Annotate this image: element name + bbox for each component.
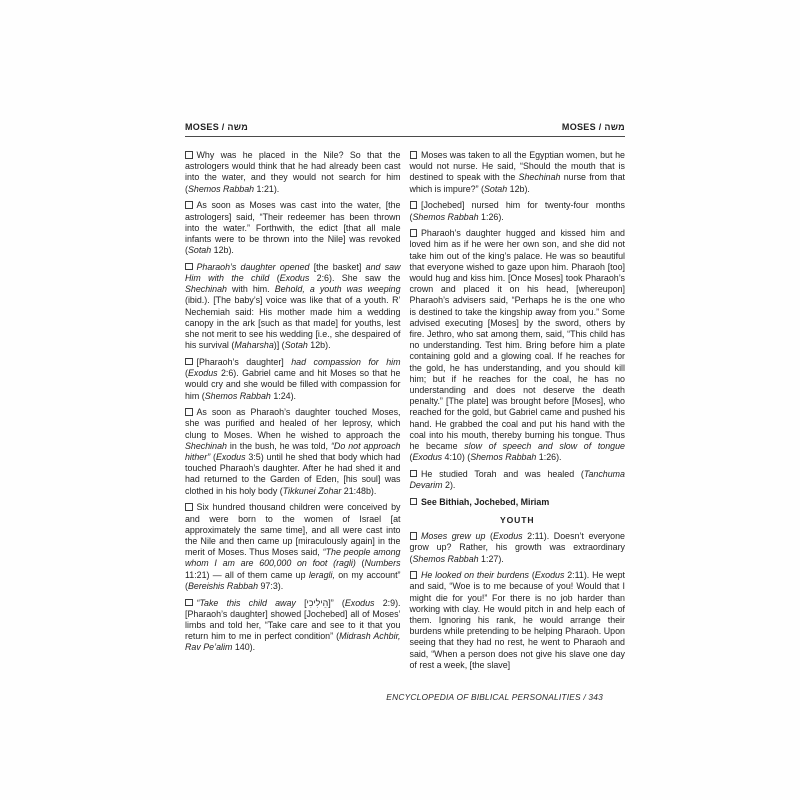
text-segment: in the bush, he was told, <box>226 440 331 451</box>
text-segment: 2:9). [Pharaoh’s daughter] showed [Jochebed] all of Moses’ limbs and told her, “Take care and see to it that you return him to me in perfect condition” ( <box>185 597 401 642</box>
page-content <box>185 122 625 677</box>
text-segment: Exodus <box>187 368 218 379</box>
checkbox-icon <box>410 201 418 209</box>
text-segment: (ibid.). [The baby’s] voice was like that of a youth. R’ Nechemiah said: His mother made him a wedding canopy in the ark [such as that made] for youths, lest she not merit to see his wedding [i.e., she despaired of his survival ( <box>185 295 401 351</box>
text-segment: Shemos Rabbah <box>204 390 271 401</box>
checkbox-icon <box>185 358 193 366</box>
text-segment: Exodus <box>279 273 310 284</box>
text-segment: 12b). <box>211 245 234 256</box>
text-segment: Shemos Rabbah <box>412 553 479 564</box>
text-segment: ( <box>485 531 493 542</box>
paragraph <box>185 262 401 352</box>
text-segment: Six hundred thousand children were conceived by and were born to the women of Israel [at approximately the same time], and all were cast into the Nile and then came up [miraculously again] in the merit of Moses. Thus Moses said, <box>185 502 401 558</box>
text-segment: 3:5) until he shed that body which had touched Pharaoh’s daughter. After he had shed it and had returned to the Garden of Eden, [his soul] was clothed in his holy body ( <box>185 452 401 496</box>
text-segment: Pharaoh’s daughter hugged and kissed him and loved him as if he were her own son, and she did not take him out of the king’s palace. He was so beautiful that everyone wished to gaze upon him. Pharaoh [too] would hug and kiss him. [Once Moses] took Pharaoh’s crown and placed it on his head, [whereupon] Pharaoh’s advisers said, “Perhaps he is the one who is destined to take the kingship away from you.” Some advised executing [Moses] by the sword, others by fire. Jethro, who sat among them, said, “This child has no understanding. Test him. Bring before him a plate containing gold and a glowing coal. If he reaches for the gold, he has understanding, and you should kill him; but if he reaches for the coal, he has no understanding and does not deserve the death penalty.” [The plate] was brought before [Moses], who reached for the gold, but Gabriel came and pushed his hand. He grabbed the coal and put his hand with the coal into his mouth, thereby burning his tongue. Thus he became <box>409 228 625 452</box>
paragraph <box>410 228 626 463</box>
checkbox-icon <box>185 503 193 511</box>
text-segment: 140). <box>232 642 256 653</box>
text-segment: Sotah <box>483 183 508 194</box>
text-segment: 1:26). <box>478 211 504 222</box>
text-segment: Sotah <box>187 245 212 256</box>
text-segment: 1:24). <box>270 390 297 401</box>
text-segment: Exodus <box>215 452 246 463</box>
checkbox-icon <box>410 498 418 506</box>
paragraph <box>185 407 401 497</box>
checkbox-icon <box>410 532 418 540</box>
paragraph <box>410 200 626 222</box>
text-segment: Exodus <box>534 570 565 581</box>
two-column-text <box>185 150 625 677</box>
paragraph <box>185 502 401 592</box>
text-segment: 1:21). <box>254 183 280 194</box>
text-segment: Why was he placed in the Nile? So that the astrologers would think that he had already been cast into the water, and they would not search for him ( <box>185 150 401 194</box>
paragraph <box>410 150 626 195</box>
text-segment: )] ( <box>273 340 285 351</box>
text-segment: As soon as Pharaoh’s daughter touched Moses, she was purified and healed of her leprosy, which clung to Moses. When he wished to approach the <box>185 407 401 440</box>
text-segment: Sotah <box>284 340 308 351</box>
text-segment: Moses grew up <box>421 531 486 542</box>
paragraph <box>185 200 401 256</box>
text-segment: leragli, <box>308 569 335 580</box>
text-segment: Shechinah <box>185 440 227 451</box>
checkbox-icon <box>185 263 193 271</box>
running-header-left: MOSES / משה <box>185 122 249 132</box>
column-right <box>410 150 626 677</box>
text-segment: 11:21) — all of them came up <box>185 569 309 580</box>
text-segment: 2). <box>442 480 456 491</box>
text-segment: Shechinah <box>518 172 561 183</box>
text-segment: ( <box>409 452 413 463</box>
checkbox-icon <box>185 201 193 209</box>
text-segment: Maharsha <box>234 340 274 351</box>
running-header-right: MOSES / משה <box>561 122 625 132</box>
text-segment: “The people among whom I am are 600,000 on foot (ragli) <box>185 547 401 569</box>
text-segment: 1:27). <box>478 553 504 564</box>
text-segment: [the basket] <box>309 261 366 272</box>
paragraph <box>410 497 626 508</box>
text-segment: Exodus <box>344 597 375 608</box>
text-segment: Bereishis Rabbah <box>187 580 259 591</box>
text-segment: 2:11). Doesn’t everyone grow up? Rather, his growth was extraordinary ( <box>409 531 625 564</box>
running-header <box>185 122 625 137</box>
text-segment: Exodus <box>412 452 443 463</box>
text-segment: [Jochebed] nursed him for twenty-four months ( <box>409 200 625 222</box>
text-segment: “Take this child away <box>196 597 296 608</box>
text-segment: ( <box>269 273 280 284</box>
text-segment: and saw Him with the child <box>185 261 401 284</box>
text-segment: Pharaoh’s daughter opened <box>196 261 310 272</box>
text-segment: See Bithiah, Jochebed, Miriam <box>421 496 550 507</box>
text-segment: He looked on their burdens <box>421 570 529 581</box>
text-segment: ( <box>210 452 216 463</box>
text-segment: slow of speech and slow of tongue <box>464 441 625 452</box>
text-segment: 2:6). Gabriel came and hit Moses so that he would cry and she would be filled with compassion for him ( <box>185 368 401 401</box>
paragraph <box>185 598 401 654</box>
text-segment: 12b). <box>307 340 331 351</box>
text-segment: As soon as Moses was cast into the water, [the astrologers] said, “Their redeemer has been thrown into the water.” Forthwith, the edict [that all male infants were to be thrown into the Nile] was revoked ( <box>185 200 401 256</box>
text-segment: 97:3). <box>258 580 284 591</box>
text-segment: with him. <box>226 284 275 295</box>
text-segment: “Do not approach hither” <box>185 440 401 463</box>
text-segment: [הֵילִיכִי]” ( <box>295 597 345 608</box>
text-segment: Shechinah <box>185 284 227 295</box>
text-segment: on my account” ( <box>185 569 401 591</box>
checkbox-icon <box>185 599 193 607</box>
checkbox-icon <box>410 571 418 579</box>
text-segment: 2:11). He wept and said, “Woe is to me because of you! Would that I might die for you!” For there is no job harder than working with clay. He would pitch in and help each of them. Ignoring his rank, he would arrange their burdens while pretending to be helping Pharaoh. Upon seeing that they had no rest, he went to Pharaoh and said, “When a person does not give his slave one day of rest a week, [the slave] <box>409 570 625 670</box>
text-segment: 21:48b). <box>341 485 377 496</box>
page-footer: ENCYCLOPEDIA OF BIBLICAL PERSONALITIES / 343 <box>386 692 603 702</box>
paragraph <box>410 531 626 565</box>
paragraph <box>185 150 401 195</box>
paragraph <box>185 357 401 402</box>
text-segment: ( <box>355 558 365 569</box>
checkbox-icon <box>185 151 193 159</box>
text-segment: Tanchuma Devarim <box>409 468 625 491</box>
text-segment: Numbers <box>364 558 401 569</box>
section-heading: YOUTH <box>499 515 535 526</box>
column-left <box>185 150 401 677</box>
text-segment: nurse from that which is impure?” ( <box>409 172 625 194</box>
text-segment: Shemos Rabbah <box>187 183 255 194</box>
checkbox-icon <box>410 229 418 237</box>
text-segment: [Pharaoh’s daughter] <box>196 356 292 367</box>
text-segment: He studied Torah and was healed ( <box>421 468 584 479</box>
text-segment: Moses was taken to all the Egyptian women, but he would not nurse. He said, “Should the mouth that is destined to speak with the <box>409 150 625 183</box>
text-segment: had compassion for him <box>291 356 401 367</box>
text-segment: 1:26). <box>536 452 562 463</box>
text-segment: Shemos Rabbah <box>470 452 537 463</box>
text-segment: ( <box>529 570 535 581</box>
text-segment: ( <box>185 368 188 379</box>
text-segment: Midrash Achbir, Rav Pe’alim <box>185 631 401 653</box>
checkbox-icon <box>185 408 193 416</box>
text-segment: Behold, a youth was weeping <box>274 284 401 295</box>
text-segment: 4:10) ( <box>442 452 471 463</box>
text-segment: Shemos Rabbah <box>412 211 479 222</box>
text-segment: Tikkunei Zohar <box>282 485 342 496</box>
checkbox-icon <box>410 470 418 478</box>
text-segment: Exodus <box>492 531 523 542</box>
paragraph <box>410 570 626 671</box>
text-segment: 12b). <box>507 183 530 194</box>
checkbox-icon <box>410 151 418 159</box>
text-segment: 2:6). She saw the <box>309 273 401 284</box>
paragraph <box>410 469 626 491</box>
